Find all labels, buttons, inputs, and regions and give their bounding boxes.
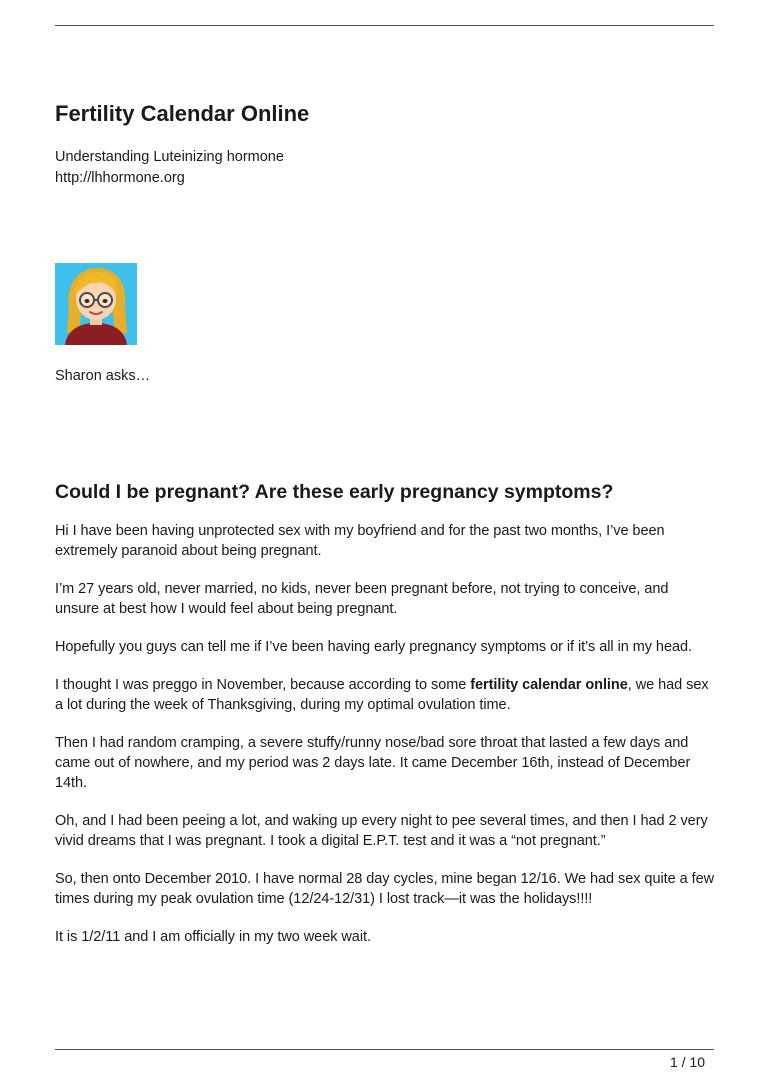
paragraph-text: I thought I was preggo in November, because according to some (55, 677, 471, 693)
paragraph: Hopefully you guys can tell me if I’ve been having early pregnancy symptoms or if it’s all in my head. (55, 639, 692, 655)
keyword-bold: fertility calendar online (470, 677, 628, 693)
asker-label: Sharon asks… (55, 368, 151, 384)
paragraph (55, 675, 715, 715)
page-number: 1 / 10 (669, 1054, 705, 1070)
site-subtitle: Understanding Luteinizing hormone (55, 149, 284, 165)
paragraph: I’m 27 years old, never married, no kids, never been pregnant before, not trying to conceive, and unsure at best how I would feel about being pregnant. (55, 581, 669, 617)
paragraph: Oh, and I had been peeing a lot, and waking up every night to pee several times, and then I had 2 very vivid dreams that I was pregnant. I took a digital E.P.T. test and it was a “not pregnant.” (55, 813, 708, 849)
paragraph: Then I had random cramping, a severe stuffy/runny nose/bad sore throat that lasted a few days and came out of nowhere, and my period was 2 days late. It came December 16th, instead of December 14th. (55, 735, 691, 791)
cartoon-woman-avatar-icon (55, 263, 137, 345)
question-title: Could I be pregnant? Are these early pregnancy symptoms? (55, 481, 614, 503)
paragraph: It is 1/2/11 and I am officially in my two week wait. (55, 929, 371, 945)
question-body (55, 521, 715, 965)
document-title: Fertility Calendar Online (55, 101, 310, 126)
header-divider (55, 25, 714, 26)
paragraph-text: , we had sex a lot during the week of Thanksgiving, during my optimal ovulation time. (55, 677, 709, 713)
footer-divider (55, 1049, 714, 1050)
paragraph: So, then onto December 2010. I have normal 28 day cycles, mine began 12/16. We had sex quite a few times during my peak ovulation time (12/24-12/31) I lost track—it was the holidays!!!! (55, 871, 715, 907)
site-url: http://lhhormone.org (55, 170, 185, 186)
paragraph: Hi I have been having unprotected sex with my boyfriend and for the past two months, I’ve been extremely paranoid about being pregnant. (55, 523, 665, 559)
